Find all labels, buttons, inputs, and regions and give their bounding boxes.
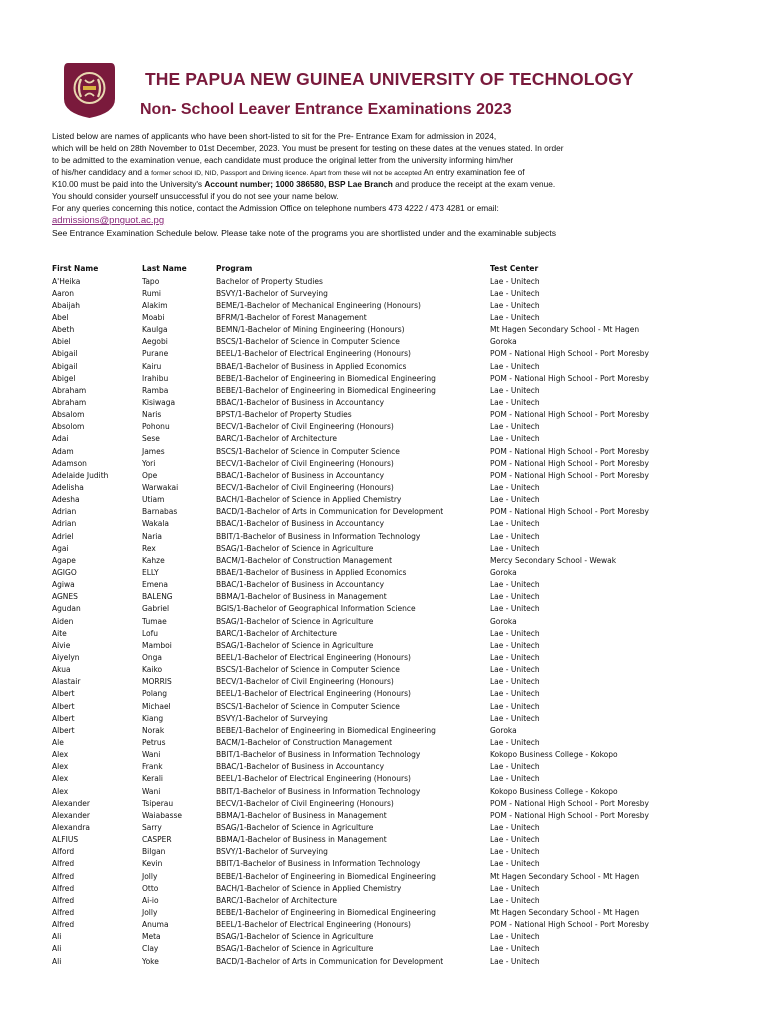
notice-line (52, 166, 732, 178)
last-name-cell: Naris (142, 410, 162, 420)
test-center-cell: Lae - Unitech (490, 628, 540, 638)
last-name-cell: Otto (142, 883, 159, 893)
first-name-cell: Alford (52, 847, 75, 857)
program-cell: BSCS/1-Bachelor of Science in Computer Science (216, 446, 400, 456)
first-name-cell: Agape (52, 555, 76, 565)
first-name-cell: Adelisha (52, 483, 84, 493)
last-name-cell: Mamboi (142, 640, 172, 650)
test-center-cell: POM - National High School - Port Moresby (490, 507, 649, 517)
program-cell: BBIT/1-Bachelor of Business in Information Technology (216, 859, 421, 869)
first-name-cell: Akua (52, 665, 71, 675)
first-name-cell: Alexander (52, 798, 90, 808)
header-test-center: Test Center (490, 264, 539, 273)
test-center-cell: Goroka (490, 725, 517, 735)
test-center-cell: Lae - Unitech (490, 956, 540, 966)
last-name-cell: Clay (142, 944, 159, 954)
last-name-cell: Lofu (142, 628, 159, 638)
test-center-cell: Lae - Unitech (490, 762, 540, 772)
last-name-cell: Polang (142, 689, 168, 699)
program-cell: BPST/1-Bachelor of Property Studies (216, 410, 352, 420)
last-name-cell: Naria (142, 531, 162, 541)
last-name-cell: Jolly (142, 907, 158, 917)
first-name-cell: Agiwa (52, 580, 75, 590)
first-name-cell: Aivie (52, 640, 71, 650)
exam-title: Non- School Leaver Entrance Examinations 2023 (140, 101, 512, 118)
first-name-cell: Alfred (52, 883, 75, 893)
last-name-cell: Tapo (142, 276, 160, 286)
first-name-cell: Adai (52, 434, 69, 444)
notice-line: For any queries concerning this notice, contact the Admission Office on telephone numbers 473 4222 / 473 4281 or email: (52, 203, 499, 213)
test-center-cell: Kokopo Business College - Kokopo (490, 786, 618, 796)
first-name-cell: AGNES (52, 592, 78, 602)
test-center-cell: Lae - Unitech (490, 361, 540, 371)
first-name-cell: Alexander (52, 810, 90, 820)
test-center-cell: Lae - Unitech (490, 713, 540, 723)
last-name-cell: Kiang (142, 713, 164, 723)
last-name-cell: James (142, 446, 165, 456)
first-name-cell: Adriel (52, 531, 74, 541)
first-name-cell: Absalom (52, 410, 85, 420)
last-name-cell: Kaulga (142, 325, 168, 335)
program-cell: BSAG/1-Bachelor of Science in Agriculture (216, 543, 374, 553)
program-cell: BEEL/1-Bachelor of Electrical Engineering (Honours) (216, 689, 411, 699)
first-name-cell: Ale (52, 737, 64, 747)
first-name-cell: A'Heika (52, 276, 81, 286)
test-center-cell: Lae - Unitech (490, 895, 540, 905)
first-name-cell: Alex (52, 774, 69, 784)
last-name-cell: Warwakai (142, 483, 179, 493)
last-name-cell: Rex (142, 543, 156, 553)
notice-text: and produce the receipt at the exam venue. (392, 179, 556, 189)
test-center-cell: Lae - Unitech (490, 288, 540, 298)
schedule-note: See Entrance Examination Schedule below. Please take note of the programs you are shortlisted under and the examinable subjects (52, 228, 556, 238)
program-cell: BBAE/1-Bachelor of Business in Applied Economics (216, 568, 407, 578)
program-cell: BACD/1-Bachelor of Arts in Communication for Development (216, 956, 444, 966)
program-cell: BEBE/1-Bachelor of Engineering in Biomedical Engineering (216, 725, 436, 735)
first-name-cell: Adelaide Judith (52, 470, 109, 480)
test-center-cell: POM - National High School - Port Moresby (490, 810, 649, 820)
first-name-cell: Adrian (52, 507, 77, 517)
test-center-cell: Mt Hagen Secondary School - Mt Hagen (490, 325, 640, 335)
last-name-cell: Sese (142, 434, 160, 444)
first-name-cell: Ali (52, 956, 62, 966)
notice-line: to be admitted to the examination venue, each candidate must produce the original letter from the university informing him/her (52, 155, 514, 165)
notice-text: K10.00 must be paid into the University's (52, 179, 205, 189)
last-name-cell: Meta (142, 932, 161, 942)
last-name-cell: Wakala (142, 519, 170, 529)
program-cell: BACD/1-Bachelor of Arts in Communication for Development (216, 507, 444, 517)
program-cell: BEEL/1-Bachelor of Electrical Engineering (Honours) (216, 653, 411, 662)
first-name-cell: Aite (52, 628, 67, 638)
program-cell: BSAG/1-Bachelor of Science in Agriculture (216, 944, 374, 954)
first-name-cell: Adrian (52, 519, 77, 529)
last-name-cell: Petrus (142, 737, 166, 747)
program-cell: BBAC/1-Bachelor of Business in Accountancy (216, 762, 385, 772)
last-name-cell: MORRIS (142, 677, 172, 687)
program-cell: Bachelor of Property Studies (216, 276, 323, 286)
first-name-cell: Alastair (52, 677, 81, 687)
program-cell: BECV/1-Bachelor of Civil Engineering (Honours) (216, 458, 394, 468)
test-center-cell: Lae - Unitech (490, 653, 540, 662)
last-name-cell: Kisiwaga (142, 398, 176, 408)
header-last-name: Last Name (142, 264, 187, 273)
last-name-cell: Pohonu (142, 422, 170, 432)
first-name-cell: Ali (52, 944, 62, 954)
first-name-cell: Alfred (52, 895, 75, 905)
last-name-cell: Kevin (142, 859, 163, 869)
test-center-cell: Lae - Unitech (490, 604, 540, 614)
test-center-cell: Lae - Unitech (490, 422, 540, 432)
first-name-cell: Alfred (52, 871, 75, 881)
last-name-cell: Kerali (142, 774, 164, 784)
last-name-cell: Kahze (142, 555, 165, 565)
test-center-cell: POM - National High School - Port Moresby (490, 920, 649, 930)
first-name-cell: AGIGO (52, 568, 77, 578)
last-name-cell: Kaiko (142, 665, 163, 675)
first-name-cell: Albert (52, 713, 75, 723)
test-center-cell: Lae - Unitech (490, 592, 540, 602)
program-cell: BFRM/1-Bachelor of Forest Management (216, 313, 367, 323)
notice-line: Listed below are names of applicants who have been short-listed to sit for the Pre- Entrance Exam for admission in 2024, (52, 131, 497, 141)
last-name-cell: Anuma (142, 920, 169, 930)
program-cell: BEBE/1-Bachelor of Engineering in Biomedical Engineering (216, 871, 436, 881)
test-center-cell: POM - National High School - Port Moresby (490, 458, 649, 468)
program-cell: BBMA/1-Bachelor of Business in Management (216, 810, 387, 820)
last-name-cell: Rumi (142, 288, 162, 298)
last-name-cell: Moabi (142, 313, 165, 323)
notice-line: You should consider yourself unsuccessful if you do not see your name below. (52, 191, 339, 201)
first-name-cell: Adam (52, 446, 74, 456)
last-name-cell: Ramba (142, 385, 169, 395)
notice-text: of his/her candidacy and a (52, 167, 152, 177)
last-name-cell: ELLY (142, 568, 159, 578)
test-center-cell: Lae - Unitech (490, 640, 540, 650)
first-name-cell: Alfred (52, 920, 75, 930)
program-cell: BBAC/1-Bachelor of Business in Accountancy (216, 519, 385, 529)
test-center-cell: Lae - Unitech (490, 665, 540, 675)
program-cell: BBMA/1-Bachelor of Business in Management (216, 835, 387, 845)
first-name-cell: Aiyelyn (52, 653, 80, 662)
notice-text: An entry examination fee of (421, 167, 525, 177)
test-center-cell: Lae - Unitech (490, 385, 540, 395)
test-center-cell: Lae - Unitech (490, 701, 540, 711)
test-center-cell: Lae - Unitech (490, 276, 540, 286)
program-cell: BEEL/1-Bachelor of Electrical Engineering (Honours) (216, 349, 411, 359)
last-name-cell: Wani (142, 786, 161, 796)
test-center-cell: Lae - Unitech (490, 677, 540, 687)
program-cell: BARC/1-Bachelor of Architecture (216, 434, 337, 444)
last-name-cell: Aegobi (142, 337, 168, 347)
program-cell: BEME/1-Bachelor of Mechanical Engineering (Honours) (216, 300, 421, 310)
first-name-cell: Alexandra (52, 822, 90, 832)
first-name-cell: Abel (52, 313, 69, 323)
last-name-cell: Alakim (142, 300, 168, 310)
program-cell: BBAC/1-Bachelor of Business in Accountancy (216, 470, 385, 480)
test-center-cell: Lae - Unitech (490, 737, 540, 747)
last-name-cell: Irahibu (142, 373, 169, 383)
test-center-cell: Lae - Unitech (490, 398, 540, 408)
last-name-cell: Waiabasse (142, 810, 182, 820)
program-cell: BEBE/1-Bachelor of Engineering in Biomedical Engineering (216, 907, 436, 917)
program-cell: BSAG/1-Bachelor of Science in Agriculture (216, 640, 374, 650)
test-center-cell: POM - National High School - Port Moresby (490, 446, 649, 456)
test-center-cell: Lae - Unitech (490, 932, 540, 942)
last-name-cell: Barnabas (142, 507, 178, 517)
program-cell: BECV/1-Bachelor of Civil Engineering (Honours) (216, 422, 394, 432)
last-name-cell: Ai-io (142, 895, 159, 905)
test-center-cell: Mt Hagen Secondary School - Mt Hagen (490, 907, 640, 917)
last-name-cell: Michael (142, 701, 171, 711)
test-center-cell: POM - National High School - Port Moresby (490, 798, 649, 808)
program-cell: BACM/1-Bachelor of Construction Management (216, 737, 393, 747)
program-cell: BEEL/1-Bachelor of Electrical Engineering (Honours) (216, 920, 411, 930)
admissions-email-link[interactable]: admissions@pnguot.ac.pg (52, 215, 165, 226)
test-center-cell: Mt Hagen Secondary School - Mt Hagen (490, 871, 640, 881)
program-cell: BBAC/1-Bachelor of Business in Accountancy (216, 398, 385, 408)
program-cell: BEBE/1-Bachelor of Engineering in Biomedical Engineering (216, 385, 436, 395)
program-cell: BSCS/1-Bachelor of Science in Computer Science (216, 701, 400, 711)
last-name-cell: Norak (142, 725, 165, 735)
program-cell: BBIT/1-Bachelor of Business in Information Technology (216, 750, 421, 760)
program-cell: BSCS/1-Bachelor of Science in Computer Science (216, 665, 400, 675)
last-name-cell: Onga (142, 653, 163, 662)
university-logo (62, 61, 117, 119)
program-cell: BACH/1-Bachelor of Science in Applied Chemistry (216, 495, 402, 505)
test-center-cell: Lae - Unitech (490, 822, 540, 832)
program-cell: BACH/1-Bachelor of Science in Applied Chemistry (216, 883, 402, 893)
program-cell: BEBE/1-Bachelor of Engineering in Biomedical Engineering (216, 373, 436, 383)
first-name-cell: Agudan (52, 604, 81, 614)
program-cell: BECV/1-Bachelor of Civil Engineering (Honours) (216, 798, 394, 808)
program-cell: BSVY/1-Bachelor of Surveying (216, 713, 328, 723)
first-name-cell: Aaron (52, 288, 74, 298)
first-name-cell: Adamson (52, 458, 87, 468)
first-name-cell: Abraham (52, 385, 87, 395)
last-name-cell: Yoke (142, 956, 159, 966)
last-name-cell: Tumae (142, 616, 167, 626)
test-center-cell: Lae - Unitech (490, 434, 540, 444)
test-center-cell: Lae - Unitech (490, 483, 540, 493)
first-name-cell: Alex (52, 762, 69, 772)
program-cell: BGIS/1-Bachelor of Geographical Information Science (216, 604, 416, 614)
first-name-cell: Albert (52, 701, 75, 711)
first-name-cell: Aiden (52, 616, 74, 626)
test-center-cell: POM - National High School - Port Moresby (490, 349, 649, 359)
first-name-cell: Abraham (52, 398, 87, 408)
program-cell: BBIT/1-Bachelor of Business in Information Technology (216, 531, 421, 541)
header-first-name: First Name (52, 264, 99, 273)
first-name-cell: Abeth (52, 325, 75, 335)
test-center-cell: Lae - Unitech (490, 519, 540, 529)
program-cell: BACM/1-Bachelor of Construction Management (216, 555, 393, 565)
test-center-cell: Lae - Unitech (490, 859, 540, 869)
first-name-cell: Abigel (52, 373, 76, 383)
program-cell: BBMA/1-Bachelor of Business in Management (216, 592, 387, 602)
program-cell: BSAG/1-Bachelor of Science in Agriculture (216, 932, 374, 942)
first-name-cell: Alfred (52, 859, 75, 869)
first-name-cell: Agai (52, 543, 69, 553)
test-center-cell: Lae - Unitech (490, 835, 540, 845)
test-center-cell: Lae - Unitech (490, 300, 540, 310)
first-name-cell: Abigail (52, 349, 78, 359)
test-center-cell: Lae - Unitech (490, 689, 540, 699)
last-name-cell: Yori (142, 458, 156, 468)
first-name-cell: Ali (52, 932, 62, 942)
test-center-cell: Kokopo Business College - Kokopo (490, 750, 618, 760)
id-requirements-text: former school ID, NID, Passport and Driving licence. Apart from these will not be accepted (151, 170, 422, 177)
test-center-cell: Lae - Unitech (490, 531, 540, 541)
notice-line: which will be held on 28th November to 01st December, 2023. You must be present for testing on these dates at the venues stated. In order (52, 143, 564, 153)
program-cell: BSVY/1-Bachelor of Surveying (216, 288, 328, 298)
program-cell: BEEL/1-Bachelor of Electrical Engineering (Honours) (216, 774, 411, 784)
last-name-cell: Bilgan (142, 847, 166, 857)
program-cell: BBIT/1-Bachelor of Business in Information Technology (216, 786, 421, 796)
last-name-cell: CASPER (142, 835, 172, 845)
test-center-cell: Lae - Unitech (490, 883, 540, 893)
program-cell: BSAG/1-Bachelor of Science in Agriculture (216, 616, 374, 626)
program-cell: BSAG/1-Bachelor of Science in Agriculture (216, 822, 374, 832)
last-name-cell: Utiam (142, 495, 165, 505)
last-name-cell: Jolly (142, 871, 158, 881)
test-center-cell: Mercy Secondary School - Wewak (490, 555, 617, 565)
program-cell: BSVY/1-Bachelor of Surveying (216, 847, 328, 857)
test-center-cell: Lae - Unitech (490, 847, 540, 857)
test-center-cell: Goroka (490, 616, 517, 626)
last-name-cell: Frank (142, 762, 163, 772)
program-cell: BECV/1-Bachelor of Civil Engineering (Honours) (216, 483, 394, 493)
program-cell: BBAC/1-Bachelor of Business in Accountancy (216, 580, 385, 590)
header-program: Program (216, 264, 253, 273)
last-name-cell: BALENG (142, 592, 173, 602)
test-center-cell: POM - National High School - Port Moresby (490, 373, 649, 383)
first-name-cell: Abigail (52, 361, 78, 371)
last-name-cell: Emena (142, 580, 169, 590)
test-center-cell: POM - National High School - Port Moresby (490, 410, 649, 420)
first-name-cell: Absolom (52, 422, 85, 432)
program-cell: BSCS/1-Bachelor of Science in Computer Science (216, 337, 400, 347)
test-center-cell: Lae - Unitech (490, 580, 540, 590)
test-center-cell: Lae - Unitech (490, 774, 540, 784)
last-name-cell: Wani (142, 750, 161, 760)
notice-paragraph (52, 130, 732, 240)
program-cell: BECV/1-Bachelor of Civil Engineering (Honours) (216, 677, 394, 687)
first-name-cell: Adesha (52, 495, 80, 505)
notice-line (52, 178, 732, 190)
university-title: THE PAPUA NEW GUINEA UNIVERSITY OF TECHNOLOGY (145, 69, 634, 89)
first-name-cell: Albert (52, 689, 75, 699)
program-cell: BBAE/1-Bachelor of Business in Applied Economics (216, 361, 407, 371)
test-center-cell: Lae - Unitech (490, 495, 540, 505)
test-center-cell: Lae - Unitech (490, 543, 540, 553)
first-name-cell: Alex (52, 786, 69, 796)
test-center-cell: POM - National High School - Port Moresby (490, 470, 649, 480)
last-name-cell: Purane (142, 349, 169, 359)
program-cell: BEMN/1-Bachelor of Mining Engineering (Honours) (216, 325, 405, 335)
test-center-cell: Goroka (490, 568, 517, 578)
last-name-cell: Tsiperau (142, 798, 174, 808)
first-name-cell: Albert (52, 725, 75, 735)
test-center-cell: Lae - Unitech (490, 313, 540, 323)
first-name-cell: Abaijah (52, 300, 81, 310)
first-name-cell: ALFIUS (52, 835, 79, 845)
first-name-cell: Alex (52, 750, 69, 760)
test-center-cell: Goroka (490, 337, 517, 347)
last-name-cell: Ope (142, 470, 158, 480)
last-name-cell: Sarry (142, 822, 162, 832)
last-name-cell: Kairu (142, 361, 162, 371)
last-name-cell: Gabriel (142, 604, 170, 614)
program-cell: BARC/1-Bachelor of Architecture (216, 895, 337, 905)
program-cell: BARC/1-Bachelor of Architecture (216, 628, 337, 638)
first-name-cell: Alfred (52, 907, 75, 917)
test-center-cell: Lae - Unitech (490, 944, 540, 954)
first-name-cell: Abiel (52, 337, 71, 347)
account-number: Account number; 1000 386580, BSP Lae Branch (204, 179, 393, 189)
